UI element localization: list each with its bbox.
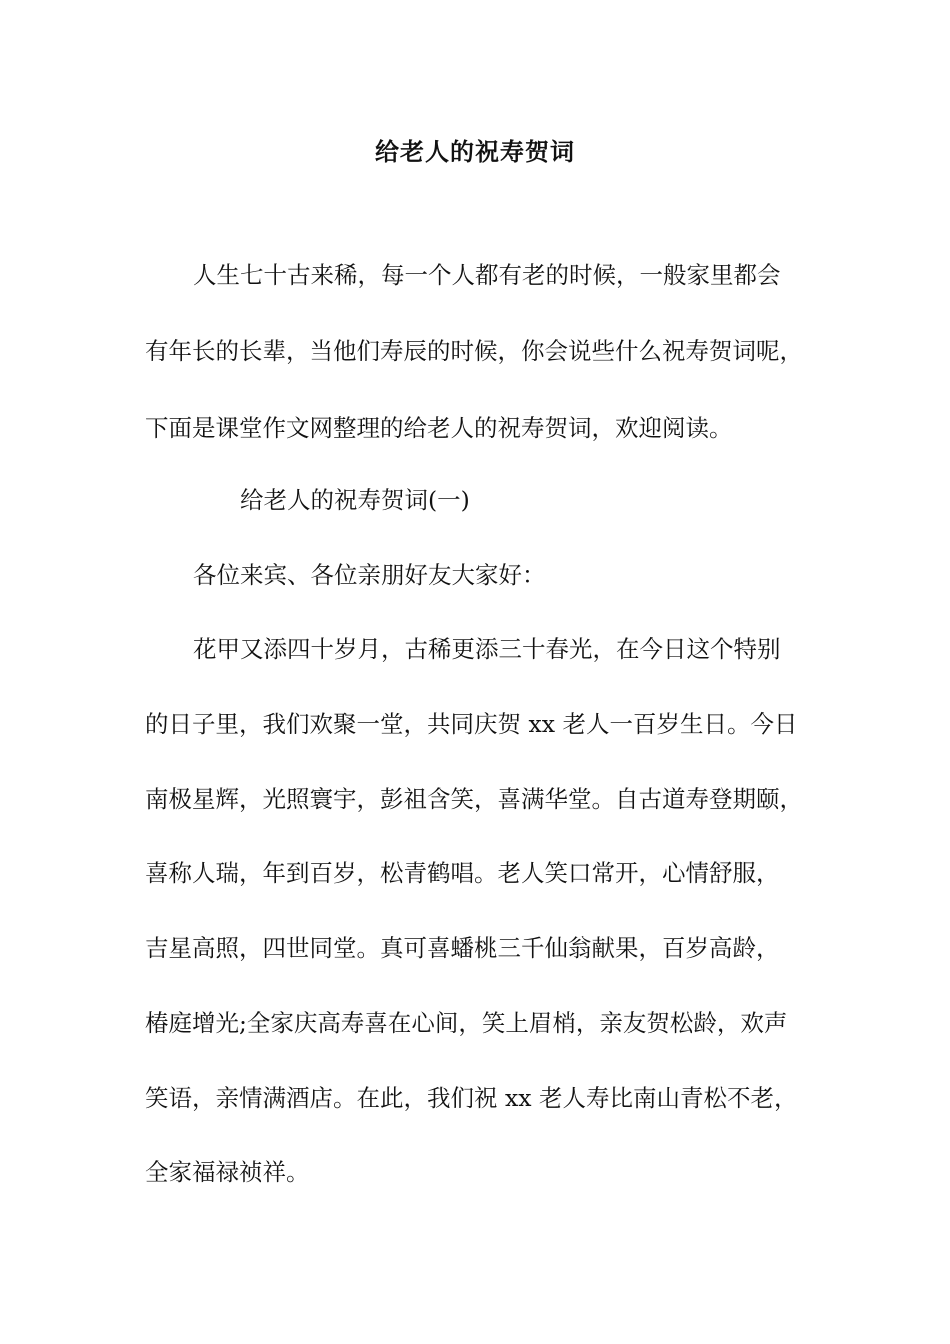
salutation-line: 各位来宾、各位亲朋好友大家好： xyxy=(193,561,546,589)
body-line-4: 喜称人瑞，年到百岁，松青鹤唱。老人笑口常开，心情舒服， xyxy=(145,859,780,887)
body-line-3: 南极星辉，光照寰宇，彭祖含笑，喜满华堂。自古道寿登期颐， xyxy=(145,785,803,813)
document-title: 给老人的祝寿贺词 xyxy=(375,137,575,166)
body-line-5: 吉星高照，四世同堂。真可喜蟠桃三千仙翁献果，百岁高龄， xyxy=(145,934,780,962)
section-heading: 给老人的祝寿贺词(一) xyxy=(240,486,470,514)
body-line-1: 花甲又添四十岁月，古稀更添三十春光，在今日这个特别 xyxy=(193,635,781,663)
body-line-7: 笑语，亲情满酒店。在此，我们祝 xx 老人寿比南山青松不老， xyxy=(145,1084,798,1112)
intro-line-2: 有年长的长辈，当他们寿辰的时候，你会说些什么祝寿贺词呢， xyxy=(145,337,803,365)
body-line-2: 的日子里，我们欢聚一堂，共同庆贺 xx 老人一百岁生日。今日 xyxy=(145,710,798,738)
intro-line-1: 人生七十古来稀，每一个人都有老的时候，一般家里都会 xyxy=(193,261,781,289)
body-line-6: 椿庭增光;全家庆高寿喜在心间，笑上眉梢，亲友贺松龄，欢声 xyxy=(145,1009,788,1037)
body-line-8: 全家福禄祯祥。 xyxy=(145,1158,310,1186)
intro-line-3: 下面是课堂作文网整理的给老人的祝寿贺词，欢迎阅读。 xyxy=(145,414,733,442)
